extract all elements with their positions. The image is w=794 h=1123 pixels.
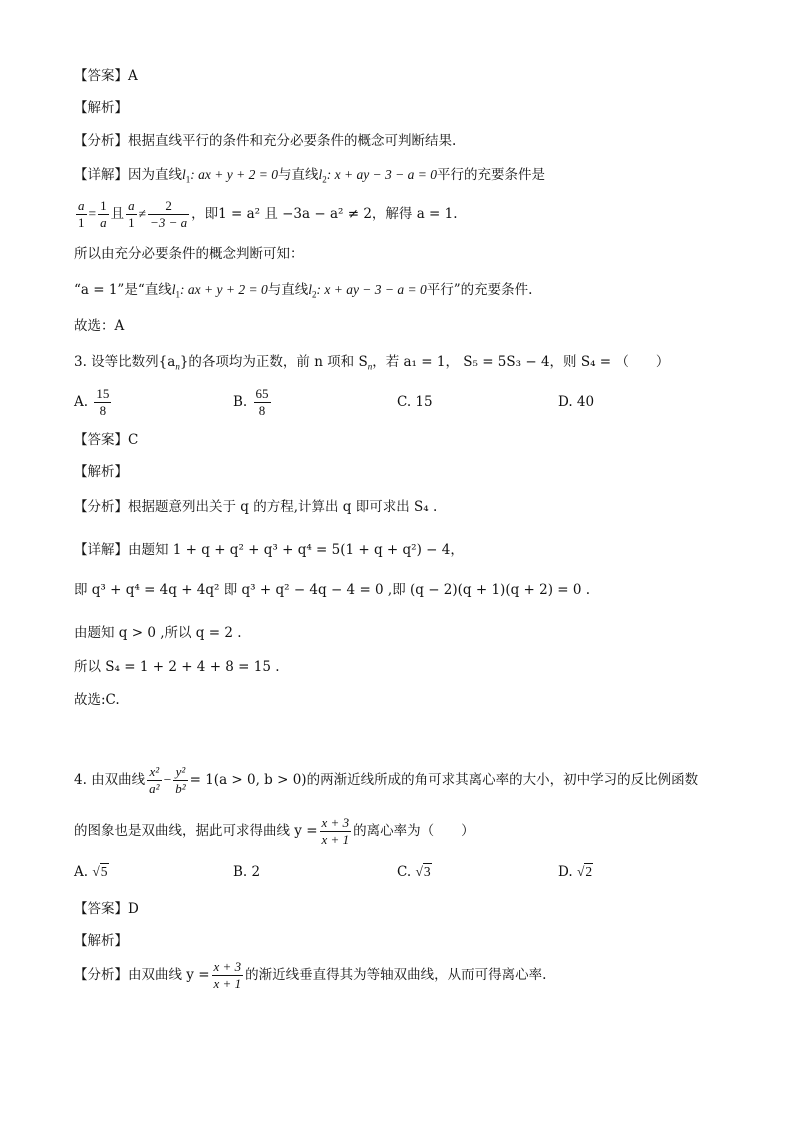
- q2-detail-suffix: 平行的充要条件是: [437, 167, 546, 183]
- q2-l2-equation: : x + ay − 3 − a = 0: [326, 167, 438, 182]
- q3-stem-prefix: 3. 设等比数列{a: [74, 354, 176, 370]
- q2-conclude: 所以由充分必要条件的概念判断可知：: [74, 246, 304, 262]
- q3-stem-mid: }的各项均为正数，前 n 项和 S: [179, 354, 368, 370]
- q2-condition: $\frac{a}{1}$ = $\frac{1}{a}$ 且 $\frac{a}{1}$ ≠ $\frac{2}{-3 - a}$ ，即1 = a² 且 −3a − a² ≠ 2，解得 a = 1.: [78, 198, 458, 230]
- q3-choice: 故选:C.: [74, 692, 120, 708]
- q4-fenxi-prefix: 【分析】由双曲线 y =: [74, 967, 210, 983]
- q3-option-a: A. $\frac{15}{8}$: [74, 386, 110, 418]
- q3-option-b: B. $\frac{65}{8}$: [233, 386, 269, 418]
- q3-step4: 所以 S₄ = 1 + 2 + 4 + 8 = 15 .: [74, 659, 280, 675]
- q2-condition-tail: ，即1 = a² 且 −3a − a² ≠ 2，解得 a = 1.: [191, 206, 458, 222]
- q3-step3: 由题知 q > 0 ,所以 q = 2 .: [74, 625, 242, 641]
- q2-answer: 【答案】A: [74, 68, 138, 84]
- q2-fenxi: 【分析】根据直线平行的条件和充分必要条件的概念可判断结果.: [74, 133, 457, 149]
- q4-analysis-heading: 【解析】: [74, 933, 128, 949]
- q3-option-c: C. 15: [397, 394, 433, 410]
- q2-choice: 故选：A: [74, 318, 125, 334]
- q4-fenxi: 【分析】由双曲线 y = $\frac{x + 3}{x + 1}$ 的渐近线垂直得其为等轴双曲线，从而可得离心率.: [74, 959, 547, 991]
- q4-answer: 【答案】D: [74, 901, 139, 917]
- q4-option-b: B. 2: [233, 864, 261, 880]
- q3-fenxi: 【分析】根据题意列出关于 q 的方程,计算出 q 即可求出 S₄ .: [74, 499, 438, 515]
- q2-quote-start: “a = 1”是“直线: [74, 282, 172, 298]
- q2-quote-mid: 与直线: [267, 282, 309, 298]
- q3-detail: 【详解】由题知 1 + q + q² + q³ + q⁴ = 5(1 + q + q²) − 4，: [74, 542, 464, 558]
- q4-stem-prefix: 4. 由双曲线: [74, 772, 146, 788]
- q2-detail-prefix: 【详解】因为直线: [74, 167, 182, 183]
- q4-fenxi-suffix: 的渐近线垂直得其为等轴双曲线，从而可得离心率.: [245, 967, 547, 983]
- q2-condition-and: 且: [110, 206, 125, 222]
- q2-detail-mid: 与直线: [277, 167, 319, 183]
- q4-stem: 4. 由双曲线 $\frac{\text{x²}}{\text{a²}}$ − $\frac{\text{y²}}{\text{b²}}$ = 1(a > 0, b > 0)的两渐近线所成的角可求其离心率的大小，初中学习的反比例函数: [74, 764, 699, 796]
- q2-analysis-heading: 【解析】: [74, 100, 128, 116]
- q4-option-a: A. √5: [74, 864, 108, 880]
- q2-l1-equation: : ax + y + 2 = 0: [190, 167, 278, 182]
- q3-stem: 3. 设等比数列$\{a_n\}$的各项均为正数，前 n 项和 $S_n$，若 a₁ = 1， S₅ = 5S₃ − 4，则 S₄ = （ ）: [74, 354, 670, 372]
- q2-quote-l1: : ax + y + 2 = 0: [180, 282, 268, 297]
- q3-stem-condition: ，若 a₁ = 1， S₅ = 5S₃ − 4，则 S₄ = （ ）: [372, 354, 670, 370]
- q3-answer: 【答案】C: [74, 432, 139, 448]
- q4-line2-suffix: 的离心率为（ ）: [353, 823, 475, 839]
- q2-quote-end: 平行”的充要条件.: [426, 282, 533, 298]
- q3-option-d: D. 40: [558, 394, 595, 410]
- q2-quote: “a = 1”是“直线$l_1$: ax + y + 2 = 0与直线$l_2$: x + ay − 3 − a = 0平行”的充要条件.: [74, 282, 533, 300]
- q4-stem-condition: = 1(a > 0, b > 0)的两渐近线所成的角可求其离心率的大小，初中学习的反比例函数: [189, 772, 699, 788]
- q4-option-c: C. √3: [397, 864, 431, 880]
- q3-step2: 即 q³ + q⁴ = 4q + 4q² 即 q³ + q² − 4q − 4 = 0 ,即 (q − 2)(q + 1)(q + 2) = 0 .: [74, 582, 591, 598]
- q4-line2-prefix: 的图象也是双曲线，据此可求得曲线 y =: [74, 823, 318, 839]
- q2-detail: 【详解】因为直线$l_1$: ax + y + 2 = 0与直线$l_2$: x + ay − 3 − a = 0平行的充要条件是: [74, 167, 546, 185]
- q4-option-d: D. √2: [558, 864, 593, 880]
- q4-line2: 的图象也是双曲线，据此可求得曲线 y = $\frac{x + 3}{x + 1}$ 的离心率为（ ）: [74, 815, 475, 847]
- q3-analysis-heading: 【解析】: [74, 464, 128, 480]
- q2-quote-l2: : x + ay − 3 − a = 0: [316, 282, 427, 297]
